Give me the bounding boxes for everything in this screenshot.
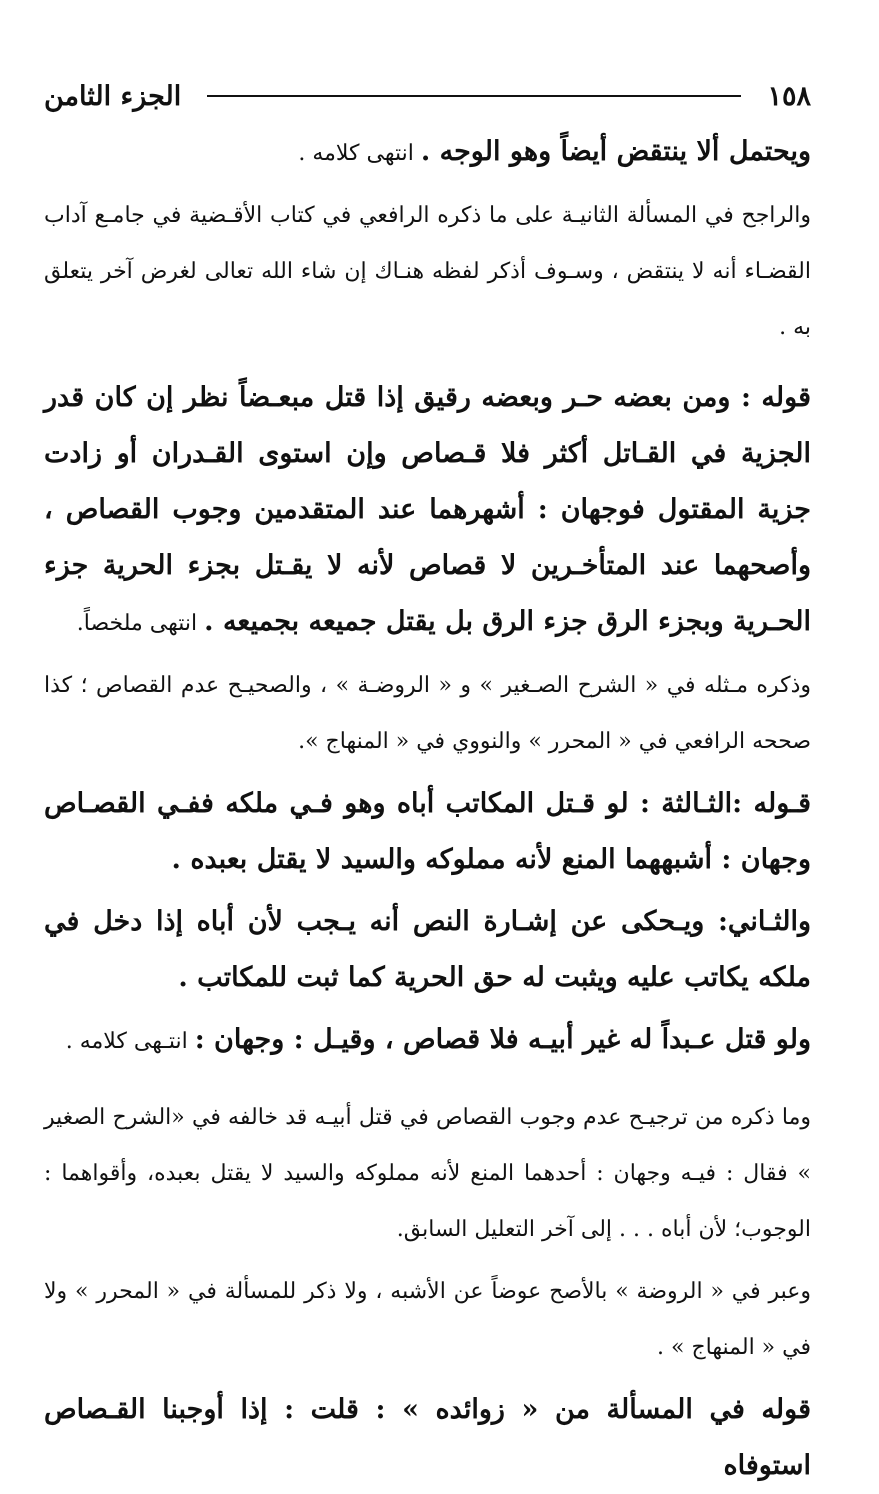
header-rule bbox=[207, 95, 741, 97]
paragraph-1-text: ويحتمل ألا ينتقض أيضاً وهو الوجه . bbox=[420, 136, 811, 167]
paragraph-9: وعبر في « الروضة » بالأصح عوضاً عن الأشبه ، ولا ذكر للمسألة في « المحرر » ولا في « المنهاج » . bbox=[44, 1279, 811, 1360]
paragraph-1 bbox=[44, 124, 811, 182]
paragraph-7-text: ولو قتل عـبداً له غير أبيـه فلا قصاص ، وقيـل : وجهان : bbox=[194, 1024, 811, 1055]
paragraph-4: وذكره مـثله في « الشرح الصـغير » و « الروضـة » ، والصحيـح عدم القصاص ؛ كذا صححه الرافعي في « المحرر » والنووي في « المنهاج ». bbox=[44, 673, 811, 754]
paragraph-2: والراجح في المسألة الثانيـة على ما ذكره الرافعي في كتاب الأقـضية في جامـع آداب القضـاء أنه لا ينتقض ، وسـوف أذكر لفظه هنـاك إن شاء الله تعالى لغرض آخر يتعلق به . bbox=[44, 203, 811, 340]
paragraph-3-trailing: انتهى ملخصاً. bbox=[76, 611, 205, 636]
page-header bbox=[44, 72, 811, 120]
paragraph-6: والثـاني: ويـحكى عن إشـارة النص أنه يـجب لأن أباه إذا دخل في ملكه يكاتب عليه ويثبت له حق الحرية كما ثبت للمكاتب . bbox=[44, 906, 811, 993]
paragraph-7 bbox=[44, 1012, 811, 1070]
paragraph-7-trailing: انتـهى كلامه . bbox=[65, 1029, 195, 1054]
paragraph-3-text: قوله : ومن بعضه حـر وبعضه رقيق إذا قتل مبعـضاً نظر إن كان قدر الجزية في القـاتل أكثر فلا قـصاص وإن استوى القـدران أو زادت جزية المقتول فوجهان : أشهرهما عند المتقدمين وجوب القصاص ، وأصحهما عند المتأخـرين لا قصاص لأنه لا يقـتل بجزء الحرية جزء الحـرية وبجزء الرق جزء الرق بل يقتل جميعه بجميعه . bbox=[44, 382, 811, 637]
paragraph-3 bbox=[44, 370, 811, 652]
paragraph-8: وما ذكره من ترجيـح عدم وجوب القصاص في قتل أبيـه قد خالفه في «الشرح الصغير » فقال : فيـه وجهان : أحدهما المنع لأنه مملوكه والسيد لا يقتل بعبده، وأقواهما : الوجوب؛ لأن أباه . . . إلى آخر التعليل السابق. bbox=[44, 1105, 811, 1242]
running-title: الجزء الثامن bbox=[44, 80, 182, 112]
paragraph-5: قـوله :الثـالثة : لو قـتل المكاتب أباه وهو فـي ملكه ففـي القصـاص وجهان : أشبههما المنع لأنه مملوكه والسيد لا يقتل بعبده . bbox=[44, 788, 811, 875]
page-number: ١٥٨ bbox=[767, 80, 811, 112]
paragraph-10: قوله في المسألة من « زوائده » : قلت : إذا أوجبنا القـصاص استوفاه bbox=[44, 1394, 811, 1481]
paragraph-1-trailing: انتهى كلامه . bbox=[298, 141, 421, 166]
